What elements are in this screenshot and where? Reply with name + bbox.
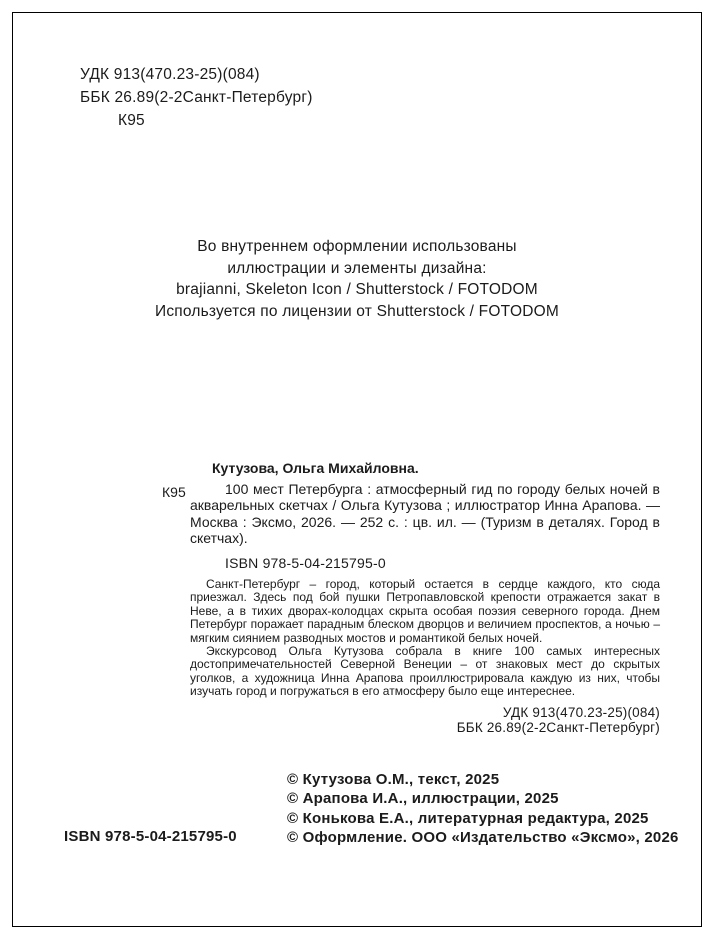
copyright-block — [287, 770, 679, 848]
book-code-margin: К95 — [162, 484, 186, 500]
copyright-line-editing: © Конькова Е.А., литературная редактура, 2025 — [287, 809, 649, 827]
catalog-description: 100 мест Петербурга : атмосферный гид по городу белых ночей в акварельных скетчах / Ольга Кутузова ; иллюстратор Инна Арапова. — Москва : Эксмо, 2026. — 252 с. : цв. ил. — (Туризм в деталях. Город в скетчах). — [190, 480, 660, 546]
catalog-card — [162, 460, 660, 736]
annotation-paragraph-1: Санкт-Петербург – город, который остается в сердце каждого, кто сюда приезжал. Здесь под бой пушки Петропавловской крепости отражается закат в Неве, а в тихих дворах-колодцах скрыта особая поэзия северного города. Днем Петербург поражает парадным блеском дворцов и величием проспектов, а ночью – мягким сиянием разводных мостов и романтикой белых ночей. — [190, 577, 660, 645]
bottom-codes-block — [190, 705, 660, 736]
copyright-line-illustrations: © Арапова И.А., иллюстрации, 2025 — [287, 790, 559, 808]
copyright-line-text: © Кутузова О.М., текст, 2025 — [287, 771, 500, 788]
udk-code-top: УДК 913(470.23-25)(084) — [80, 66, 260, 83]
udk-code-bottom: УДК 913(470.23-25)(084) — [502, 704, 660, 720]
isbn-bottom: ISBN 978-5-04-215795-0 — [64, 828, 237, 845]
annotation-paragraph-2: Экскурсовод Ольга Кутузова собрала в книге 100 самых интересных достопримечательностей Северной Венеции – от знаковых мест до скрытых уголков, а художница Инна Арапова проиллюстрировала каждую из них, чтобы изучать город и погружаться в его атмосферу было еще интереснее. — [190, 644, 660, 699]
design-credit-line-4: Используется по лицензии от Shutterstock / FOTODOM — [155, 302, 559, 320]
annotation-block — [190, 578, 660, 699]
catalog-isbn: ISBN 978-5-04-215795-0 — [225, 554, 386, 571]
design-credit-line-2: иллюстрации и элементы дизайна: — [227, 259, 487, 277]
design-credit-block — [0, 236, 714, 322]
top-codes-block — [80, 63, 313, 132]
bbk-code-bottom: ББК 26.89(2-2Санкт-Петербург) — [456, 720, 660, 736]
book-code-top: К95 — [118, 112, 145, 129]
bbk-code-top: ББК 26.89(2-2Санкт-Петербург) — [80, 89, 313, 106]
copyright-line-design: © Оформление. ООО «Издательство «Эксмо», 2026 — [287, 829, 679, 847]
design-credit-line-3: brajianni, Skeleton Icon / Shutterstock / FOTODOM — [176, 281, 538, 298]
catalog-author: Кутузова, Ольга Михайловна. — [212, 460, 419, 476]
design-credit-line-1: Во внутреннем оформлении использованы — [197, 238, 517, 255]
